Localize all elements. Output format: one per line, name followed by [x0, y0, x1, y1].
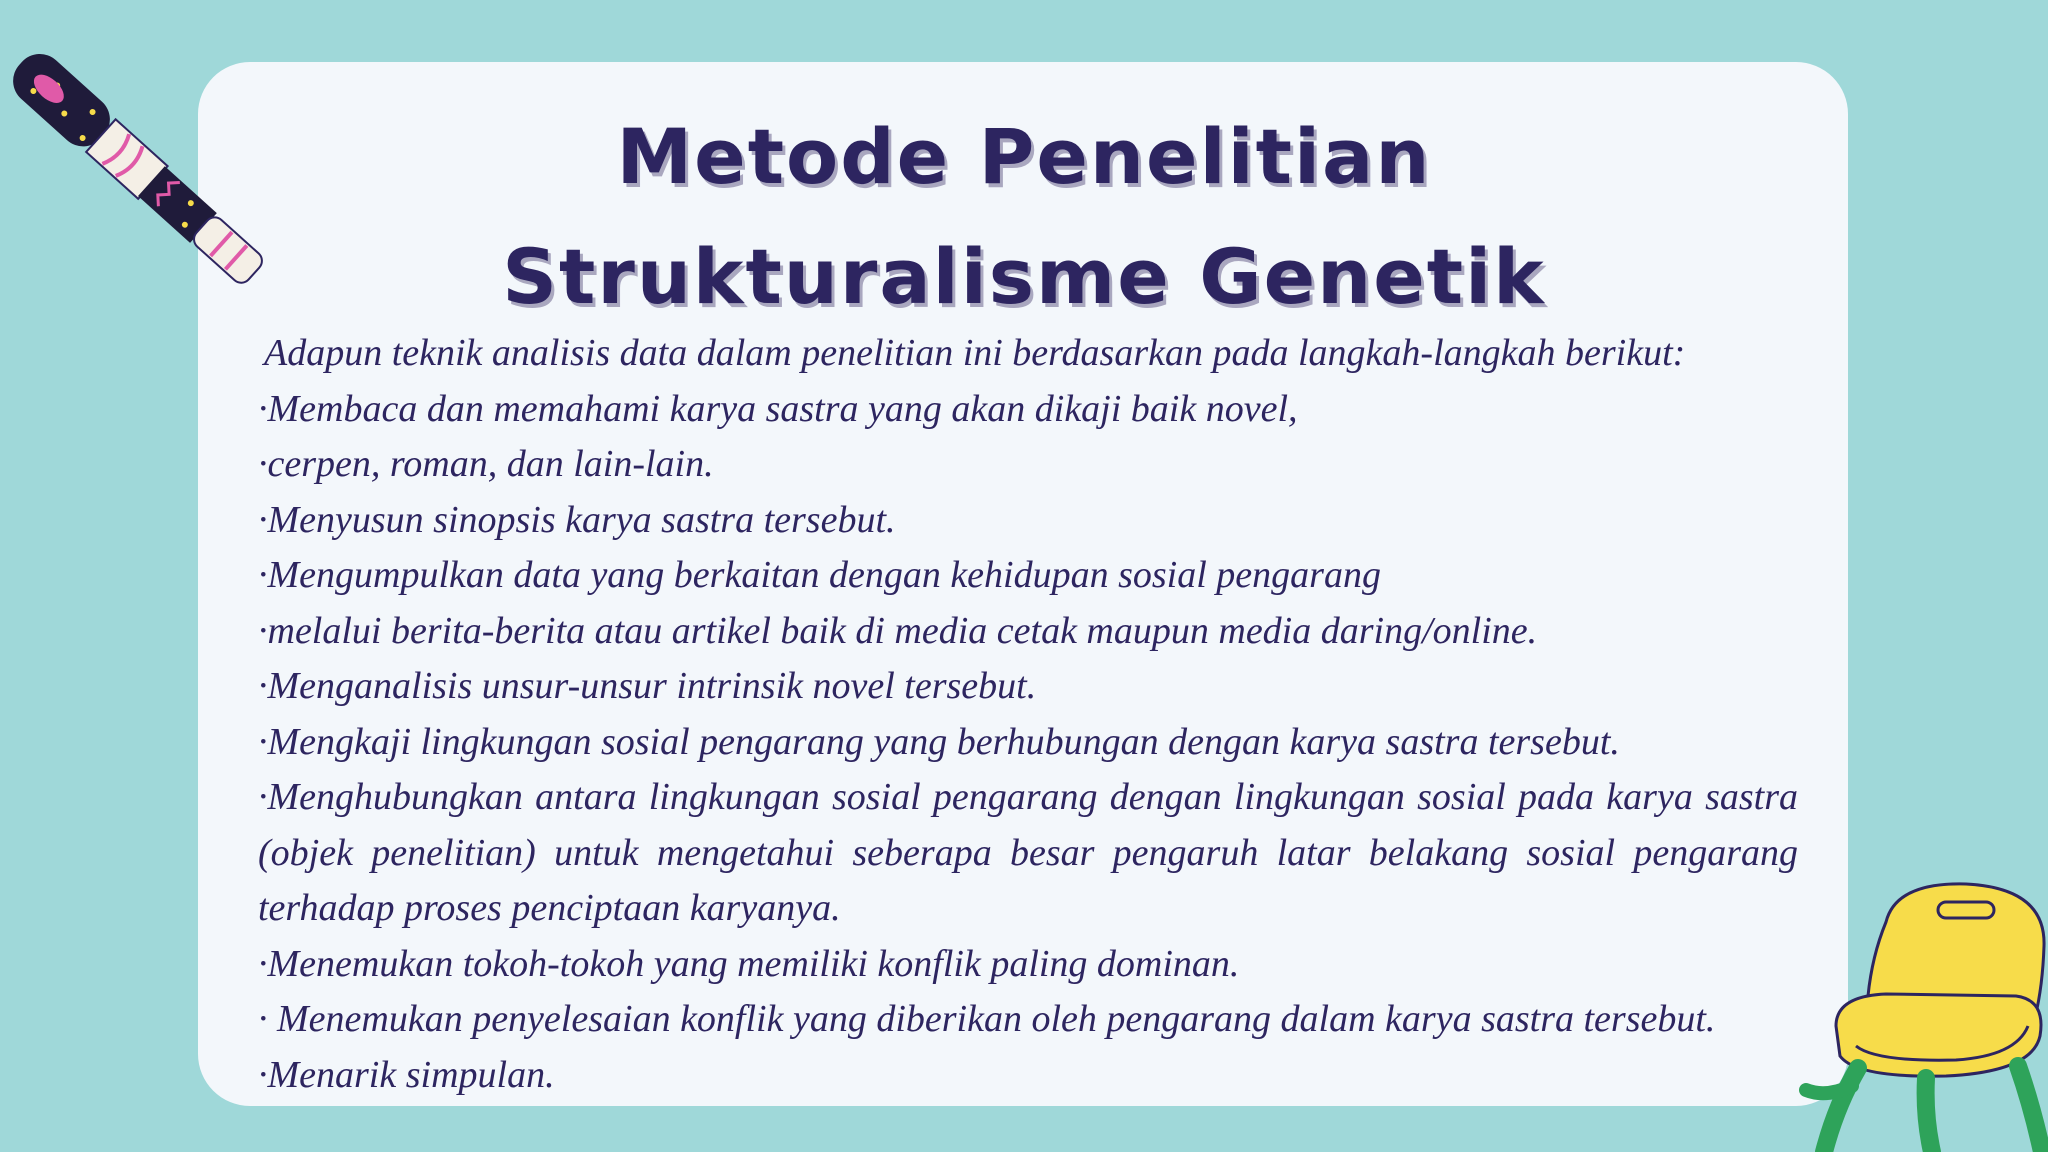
list-item: ·Menyusun sinopsis karya sastra tersebut. [258, 498, 896, 541]
list-item: · Menemukan penyelesaian konflik yang diberikan oleh pengarang dalam karya sastra tersebut. [258, 998, 1716, 1040]
list-item: ·Membaca dan memahami karya sastra yang akan dikaji baik novel, [258, 387, 1298, 430]
chair-icon [1796, 876, 2048, 1152]
list-item: ·Mengkaji lingkungan sosial pengarang yang berhubungan dengan karya sastra tersebut. [258, 720, 1620, 763]
list-item: ·Menganalisis unsur-unsur intrinsik novel tersebut. [258, 665, 1037, 707]
title-line-1: Metode Penelitian [616, 112, 1432, 201]
method-steps-list [258, 326, 1798, 1103]
list-item: ·Menarik simpulan. [258, 1053, 555, 1096]
list-item: ·melalui berita-berita atau artikel baik di media cetak maupun media daring/online. [258, 609, 1538, 652]
list-item: ·Mengumpulkan data yang berkaitan dengan kehidupan sosial pengarang [258, 554, 1381, 596]
list-item: ·cerpen, roman, dan lain-lain. [258, 443, 714, 485]
intro-text: Adapun teknik analisis data dalam penelitian ini berdasarkan pada langkah-langkah berikut: [264, 332, 1686, 374]
list-item: ·Menemukan tokoh-tokoh yang memiliki konflik paling dominan. [258, 942, 1240, 985]
list-item: ·Menghubungkan antara lingkungan sosial pengarang dengan lingkungan sosial pada karya sastra (objek penelitian) untuk mengetahui seberapa besar pengaruh latar belakang sosial pengarang terhadap proses penciptaan karyanya. [258, 776, 1798, 929]
title-line-2: Strukturalisme Genetik [502, 232, 1546, 321]
